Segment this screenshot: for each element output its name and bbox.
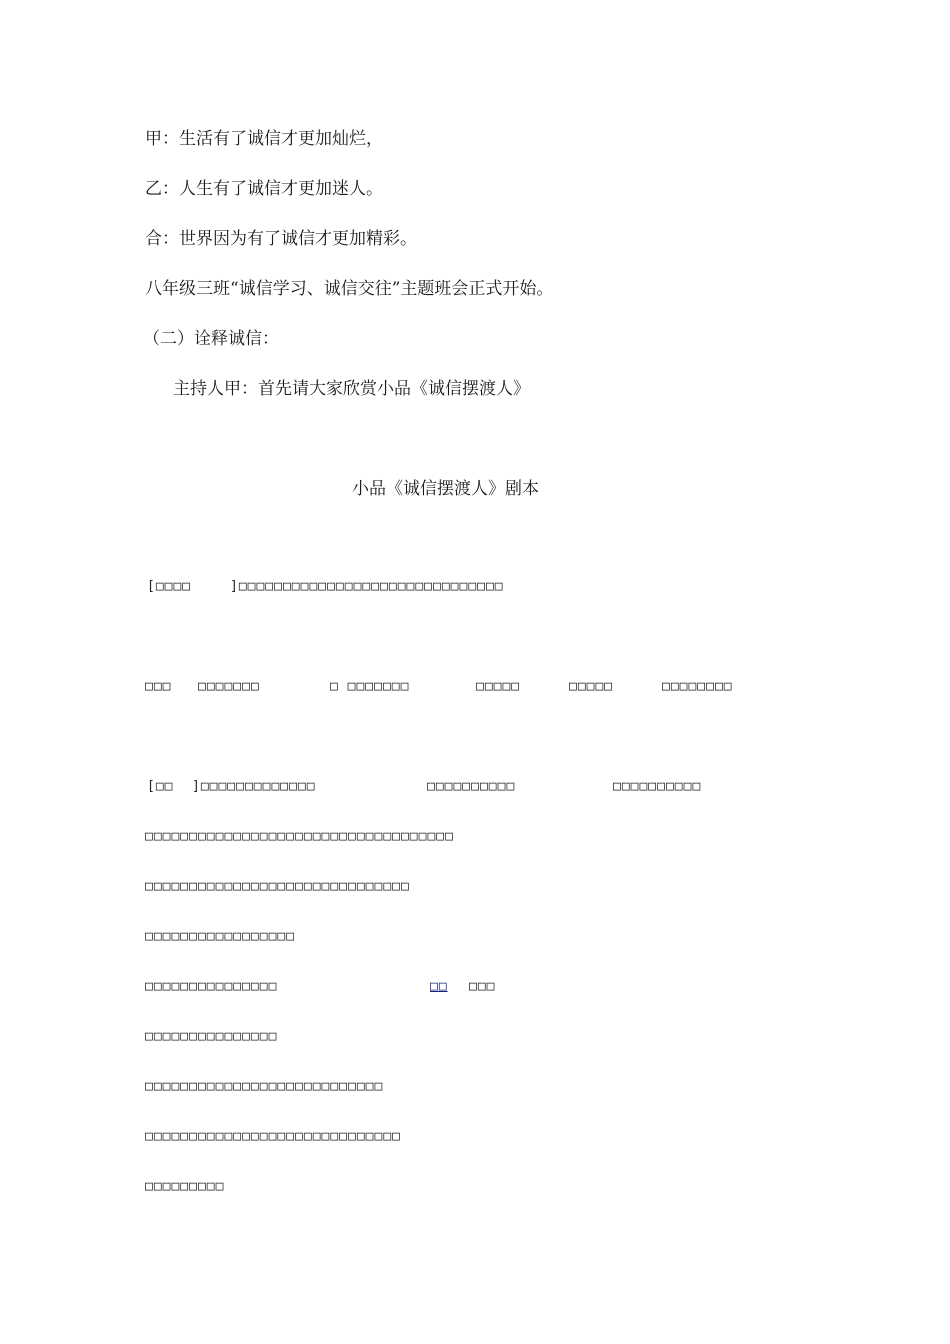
garbled-text-row: □□□□□□□□□□□□□□□□□ <box>145 929 296 944</box>
garbled-text-row: □□□□□□□□□□□□□□□ <box>145 1029 278 1044</box>
dialogue-line-he: 合：世界因为有了诚信才更加精彩。 <box>145 229 417 249</box>
garbled-text-row: □□□□□□□□□□□□□□□□□□□□□□□□□□□□□□ <box>145 879 410 894</box>
garbled-text-row: □□□□□□□□□ <box>145 1179 225 1194</box>
garbled-text-row: [□□ <box>147 779 174 794</box>
script-title: 小品《诚信摆渡人》剧本 <box>352 479 539 499</box>
garbled-text-row: □□□ <box>145 679 172 694</box>
class-meeting-announcement: 八年级三班“诚信学习、诚信交往”主题班会正式开始。 <box>145 279 554 299</box>
garbled-text-row: □□□□□□□□□□ <box>613 779 702 794</box>
section-heading: （二）诠释诚信： <box>143 329 279 349</box>
garbled-text-row: □□□□□ <box>476 679 521 694</box>
garbled-text-row: ]□□□□□□□□□□□□□ <box>192 779 316 794</box>
garbled-text-row: □□□□□□□□ <box>662 679 733 694</box>
garbled-text-row: □□□ <box>469 979 496 994</box>
dialogue-line-jia: 甲：生活有了诚信才更加灿烂， <box>145 129 383 149</box>
garbled-text-row: □□□□□□□□□□□□□□□ <box>145 979 278 994</box>
garbled-text-row: □□□□□□□□□□□□□□□□□□□□□□□□□□□□□□□□□□□ <box>145 829 454 844</box>
garbled-text-row: □□□□□□□□□□□□□□□□□□□□□□□□□□□□□ <box>145 1129 401 1144</box>
hyperlink[interactable]: □□ <box>430 979 448 994</box>
garbled-text-row: [□□□□ <box>147 579 192 594</box>
garbled-text-row: □□□□□□□ <box>198 679 260 694</box>
host-intro-line: 主持人甲：首先请大家欣赏小品《诚信摆渡人》 <box>173 379 530 399</box>
garbled-text-row: □□□□□□□□□□□□□□□□□□□□□□□□□□□ <box>145 1079 384 1094</box>
dialogue-line-yi: 乙：人生有了诚信才更加迷人。 <box>145 179 383 199</box>
garbled-text-row: ]□□□□□□□□□□□□□□□□□□□□□□□□□□□□□□ <box>230 579 504 594</box>
garbled-text-row: □□□□□ <box>569 679 614 694</box>
garbled-text-row: □ □□□□□□□ <box>330 679 410 694</box>
garbled-text-row: □□□□□□□□□□ <box>427 779 516 794</box>
